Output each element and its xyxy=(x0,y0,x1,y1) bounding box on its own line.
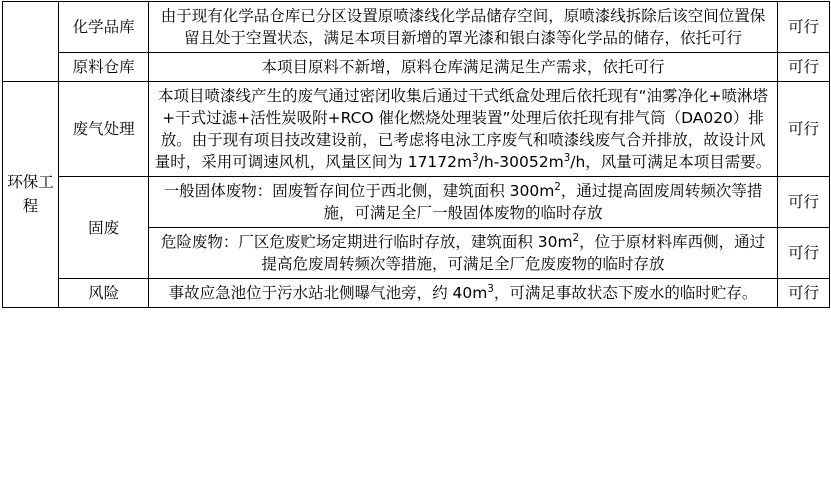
row-label-waste-gas-treatment: 废气处理 xyxy=(59,82,149,177)
unit-cubic-meter xyxy=(472,284,494,302)
unit-exponent: 2 xyxy=(572,232,580,244)
table-row xyxy=(3,177,830,228)
unit-exponent: 3 xyxy=(472,152,479,164)
row-label-risk: 风险 xyxy=(59,279,149,308)
row-content-waste-gas-treatment xyxy=(149,82,778,177)
row-content-risk xyxy=(149,279,778,308)
text-part: /h-30052 xyxy=(478,153,549,171)
row-conclusion-material-warehouse: 可行 xyxy=(777,53,829,82)
text-part: ，通过提高固废周转频次等措施，可满足全厂一般固体废物的临时存放 xyxy=(323,182,763,222)
unit-cubic-meter xyxy=(549,153,571,171)
unit-base: m xyxy=(539,182,555,200)
unit-exponent: 3 xyxy=(563,152,571,164)
row-label-solid-waste: 固废 xyxy=(59,177,149,279)
unit-base: m xyxy=(457,153,473,171)
row-conclusion-hazardous-waste: 可行 xyxy=(777,228,829,279)
unit-exponent: 2 xyxy=(554,181,561,193)
text-part: /h，风量可满足本项目需要。 xyxy=(570,153,772,171)
row-conclusion-chemical-warehouse: 可行 xyxy=(777,2,829,53)
row-content-hazardous-waste xyxy=(149,228,778,279)
text-part: 事故应急池位于污水站北侧曝气池旁，约 40 xyxy=(168,284,473,302)
unit-base: m xyxy=(548,153,564,171)
unit-cubic-meter xyxy=(457,153,479,171)
unit-square-meter xyxy=(558,233,580,251)
category-cell-environmental-engineering: 环保工程 xyxy=(3,82,59,308)
text-part: ，可满足事故状态下废水的临时贮存。 xyxy=(493,284,758,302)
table-row xyxy=(3,2,830,53)
row-conclusion-waste-gas-treatment: 可行 xyxy=(777,82,829,177)
text-part: ，位于原材料库西侧，通过提高危废周转频次等措施，可满足全厂危废废物的临时存放 xyxy=(261,233,766,273)
row-label-chemical-warehouse: 化学品库 xyxy=(59,2,149,53)
unit-base: m xyxy=(557,233,573,251)
table-row xyxy=(3,279,830,308)
row-label-material-warehouse: 原料仓库 xyxy=(59,53,149,82)
category-cell-blank xyxy=(3,2,59,82)
table-row xyxy=(3,53,830,82)
text-part: 危险废物：厂区危废贮场定期进行临时存放，建筑面积 30 xyxy=(160,233,558,251)
table-row xyxy=(3,82,830,177)
analysis-table xyxy=(2,1,830,308)
row-conclusion-general-solid-waste: 可行 xyxy=(777,177,829,228)
row-content-material-warehouse: 本项目原料不新增，原料仓库满足满足生产需求，依托可行 xyxy=(149,53,778,82)
row-conclusion-risk: 可行 xyxy=(777,279,829,308)
text-part: 本项目喷漆线产生的废气通过密闭收集后通过干式纸盒处理后依托现有“油雾净化+喷淋塔+干式过滤+活性炭吸附+RCO 催化燃烧处理装置”处理后依托现有排气筒（DA020）排放。由于现有项目技改建设前，已考虑将电泳工序废气和喷漆线废气合并排放，故设计风量时，采用可调速风机，风量区间为 17172 xyxy=(154,87,769,171)
unit-exponent: 3 xyxy=(487,283,494,295)
row-content-general-solid-waste xyxy=(149,177,778,228)
unit-base: m xyxy=(472,284,488,302)
text-part: 一般固体废物：固废暂存间位于西北侧，建筑面积 300 xyxy=(163,182,540,200)
unit-square-meter xyxy=(539,182,561,200)
row-content-chemical-warehouse: 由于现有化学品仓库已分区设置原喷漆线化学品储存空间，原喷漆线拆除后该空间位置保留且处于空置状态，满足本项目新增的罩光漆和银白漆等化学品的储存，依托可行 xyxy=(149,2,778,53)
